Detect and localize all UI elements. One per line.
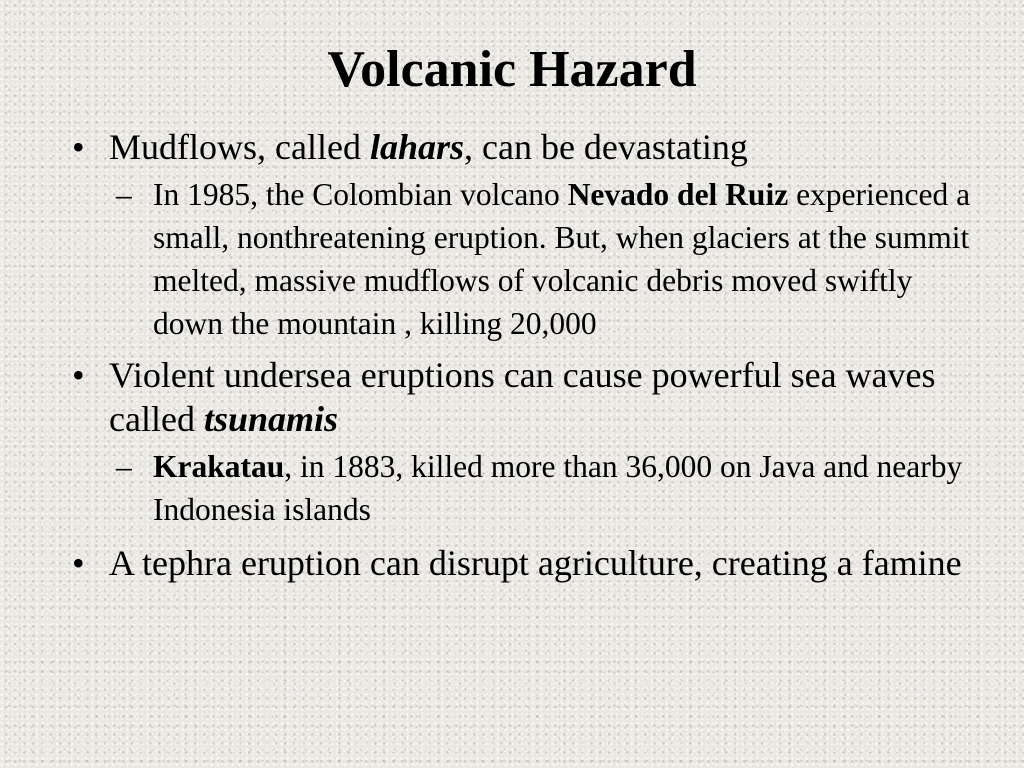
sub-bullet-nevado-del-ruiz <box>116 173 972 345</box>
slide-body <box>72 125 972 585</box>
bullet-text: , can be devastating <box>464 127 748 167</box>
sub-bullet-text: In 1985, the Colombian volcano <box>153 177 568 212</box>
sub-bullet-marker: – <box>116 177 132 212</box>
bullet-emphasis: lahars <box>369 127 464 167</box>
sub-bullet-text: experienced a small, nonthreatening eruption. But, when glaciers at the summit melted, massive mudflows of volcanic debris moved swiftly down the mountain , killing 20,000 <box>153 177 971 341</box>
sub-bullet-bold: Krakatau <box>153 449 285 484</box>
bullet-marker: • <box>72 543 85 583</box>
bullet-tsunamis <box>72 353 972 441</box>
sub-bullet-krakatau <box>116 445 972 531</box>
bullet-tephra <box>72 541 972 585</box>
sub-bullet-bold: Nevado del Ruiz <box>567 177 789 212</box>
slide-title: Volcanic Hazard <box>327 41 697 98</box>
sub-bullet-marker: – <box>116 449 132 484</box>
bullet-text: A tephra eruption can disrupt agriculture, creating a famine <box>109 543 962 583</box>
bullet-marker: • <box>72 127 85 167</box>
bullet-lahars <box>72 125 972 169</box>
sub-bullet-text: , in 1883, killed more than 36,000 on Java and nearby Indonesia islands <box>153 449 963 527</box>
bullet-marker: • <box>72 355 85 395</box>
bullet-emphasis: tsunamis <box>203 399 339 439</box>
bullet-text: Mudflows, called <box>109 127 370 167</box>
bullet-text: Violent undersea eruptions can cause powerful sea waves called <box>109 355 936 439</box>
